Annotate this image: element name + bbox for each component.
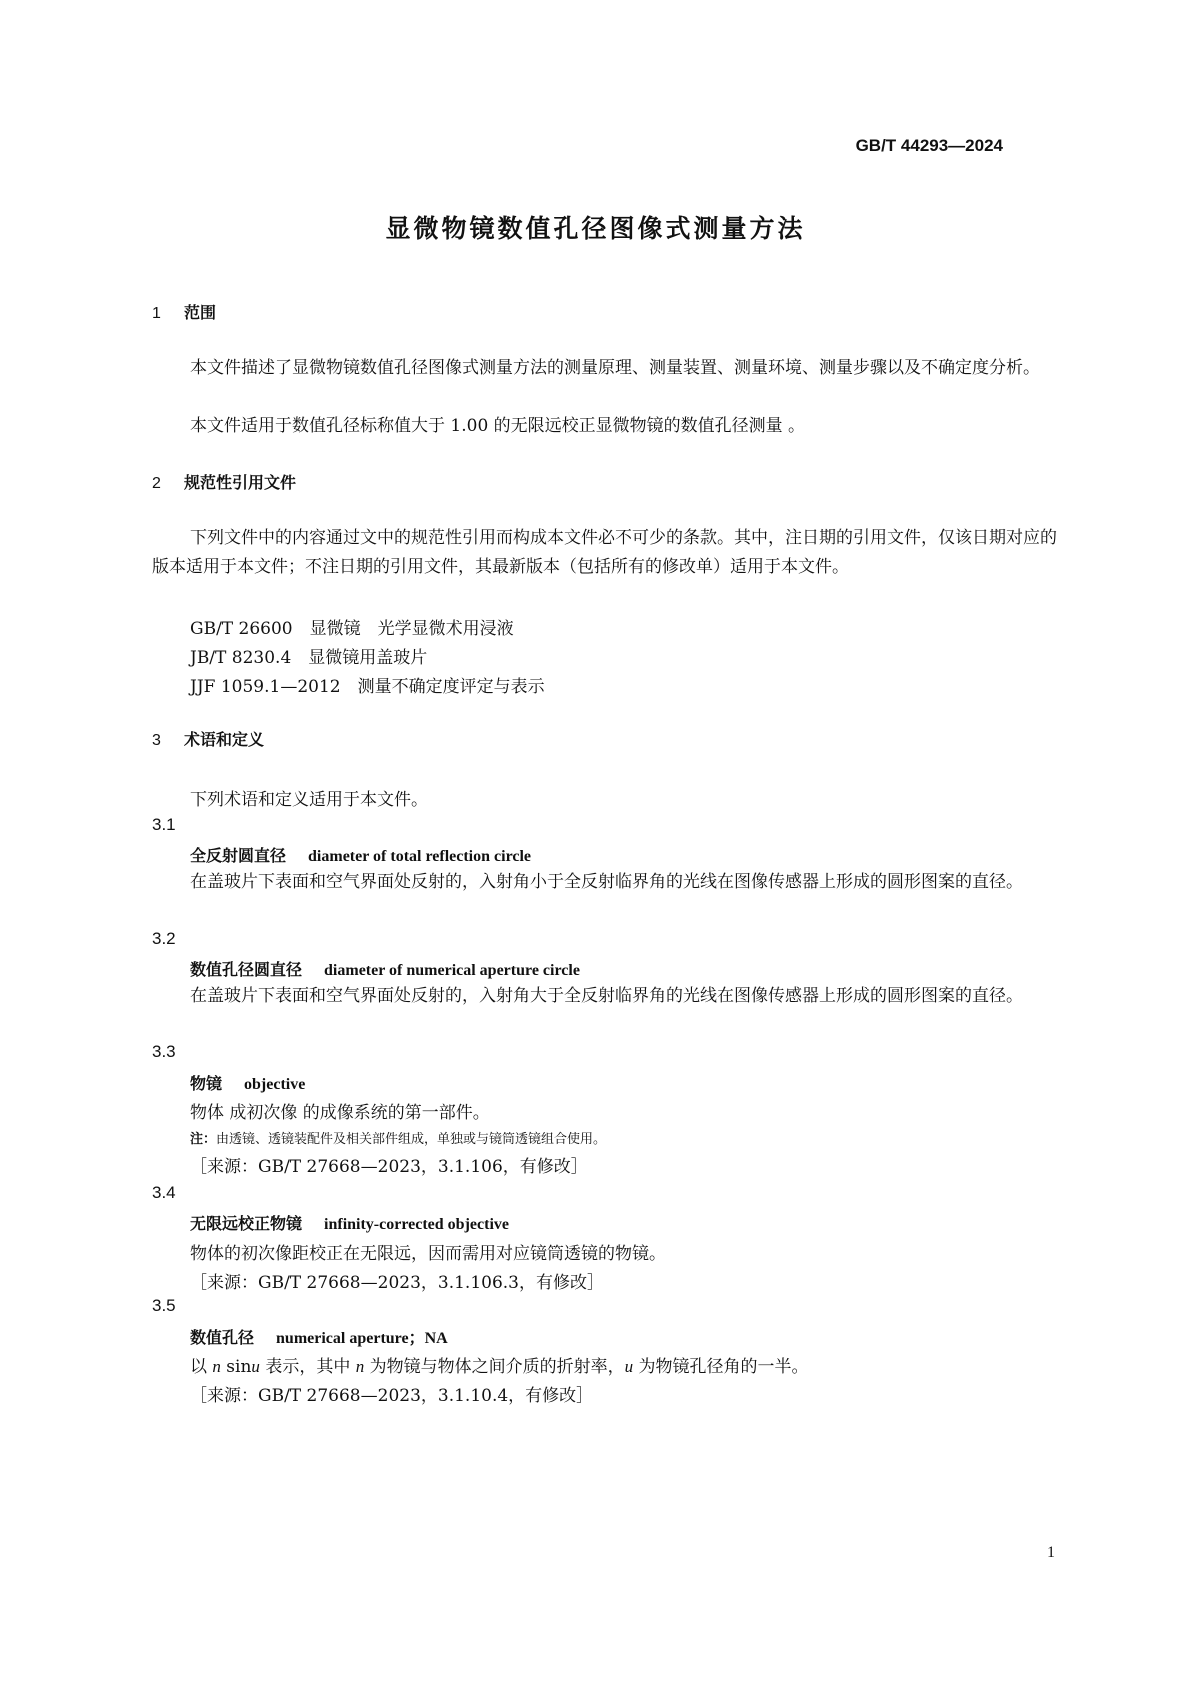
standard-number: GB/T 44293—2024: [855, 136, 1003, 155]
term-number: 3.3: [152, 1042, 176, 1061]
normative-reference: GB/T 26600 显微镜 光学显微术用浸液: [190, 619, 514, 639]
term-number: 3.4: [152, 1183, 176, 1202]
term-chinese: 全反射圆直径: [190, 846, 287, 865]
normative-reference: JJF 1059.1—2012 测量不确定度评定与表示: [190, 677, 545, 697]
term-definition: 在盖玻片下表面和空气界面处反射的，入射角大于全反射临界角的光线在图像传感器上形成的圆形图案的直径。: [190, 986, 1023, 1006]
section-1-paragraph-1: 本文件描述了显微物镜数值孔径图像式测量方法的测量原理、测量装置、测量环境、测量步骤以及不确定度分析。: [190, 358, 1040, 378]
term-english: diameter of total reflection circle: [308, 848, 532, 865]
term-english: numerical aperture；NA: [276, 1330, 448, 1347]
page-number: 1: [1047, 1544, 1055, 1561]
section-2-paragraph-1: 下列文件中的内容通过文中的规范性引用而构成本文件必不可少的条款。其中，注日期的引用文件，仅该日期对应的版本适用于本文件；不注日期的引用文件，其最新版本（包括所有的修改单）适用于本文件。: [152, 528, 1057, 577]
term-definition: 物体 成初次像 的成像系统的第一部件。: [190, 1103, 490, 1123]
section-3-intro: 下列术语和定义适用于本文件。: [190, 790, 428, 810]
term-source: ［来源：GB/T 27668—2023，3.1.106.3，有修改］: [190, 1273, 604, 1293]
section-title: 范围: [184, 303, 217, 322]
term-definition: 在盖玻片下表面和空气界面处反射的，入射角小于全反射临界角的光线在图像传感器上形成的圆形图案的直径。: [190, 872, 1023, 892]
term-source: ［来源：GB/T 27668—2023，3.1.10.4，有修改］: [190, 1386, 594, 1406]
term-title: [190, 957, 580, 980]
term-title: [190, 1325, 448, 1348]
term-chinese: 无限远校正物镜: [190, 1214, 303, 1233]
term-number: 3.1: [152, 815, 176, 834]
term-title: [190, 843, 531, 866]
term-number: 3.5: [152, 1296, 176, 1315]
section-1-paragraph-2: 本文件适用于数值孔径标称值大于 1.00 的无限远校正显微物镜的数值孔径测量 。: [190, 416, 806, 436]
document-title: 显微物镜数值孔径图像式测量方法: [385, 214, 806, 243]
term-definition: 以 n sinu 表示，其中 n 为物镜与物体之间介质的折射率，u 为物镜孔径角的一半。: [190, 1357, 809, 1377]
term-source: ［来源：GB/T 27668—2023，3.1.106，有修改］: [190, 1157, 588, 1177]
term-english: infinity-corrected objective: [324, 1216, 509, 1233]
term-chinese: 数值孔径: [190, 1328, 255, 1347]
term-chinese: 数值孔径圆直径: [190, 960, 303, 979]
term-definition: 物体的初次像距校正在无限远，因而需用对应镜筒透镜的物镜。: [190, 1244, 666, 1264]
term-english: objective: [244, 1076, 306, 1093]
note-text: 由透镜、透镜装配件及相关部件组成，单独或与镜筒透镜组合使用。: [216, 1132, 607, 1147]
section-3-heading: [152, 727, 264, 750]
section-1-heading: [152, 300, 216, 323]
term-title: [190, 1071, 305, 1094]
normative-reference: JB/T 8230.4 显微镜用盖玻片: [190, 648, 428, 668]
term-chinese: 物镜: [190, 1074, 223, 1093]
section-number: 2: [152, 475, 161, 492]
section-title: 术语和定义: [184, 730, 265, 749]
term-number: 3.2: [152, 929, 176, 948]
section-title: 规范性引用文件: [184, 473, 297, 492]
section-2-heading: [152, 470, 296, 493]
term-title: [190, 1211, 509, 1234]
term-note: [190, 1128, 606, 1147]
term-english: diameter of numerical aperture circle: [324, 962, 580, 979]
section-number: 3: [152, 732, 161, 749]
note-label: 注：: [190, 1132, 217, 1147]
section-number: 1: [152, 305, 161, 322]
